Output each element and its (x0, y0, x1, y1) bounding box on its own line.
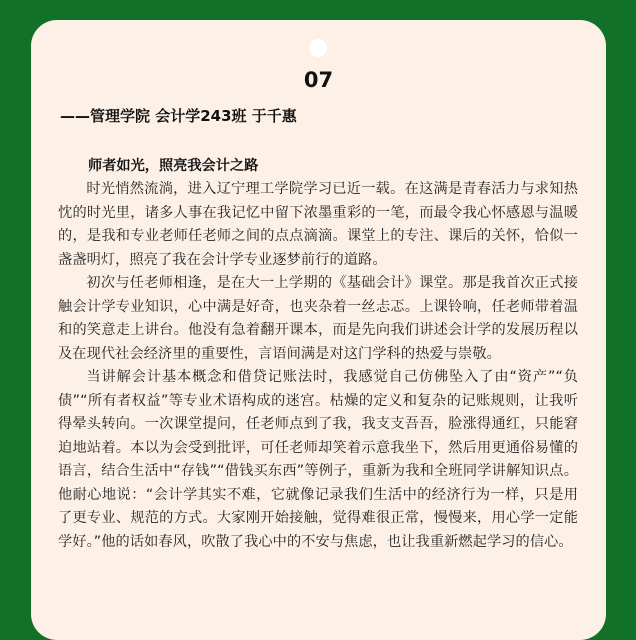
article-number: 07 (303, 68, 334, 92)
binder-hole-decoration (309, 39, 327, 57)
article-paragraph-2: 初次与任老师相逢，是在大一上学期的《基础会计》课堂。那是我首次正式接触会计学专业知识，心中满是好奇，也夹杂着一丝忐忑。上课铃响，任老师带着温和的笑意走上讲台。他没有急着翻开课本，而是先向我们讲述会计学的发展历程以及在现代社会经济里的重要性，言语间满是对这门学科的热爱与崇敬。 (58, 275, 578, 362)
article-body (58, 155, 578, 554)
article-paragraph-1: 时光悄然流淌，进入辽宁理工学院学习已近一载。在这满是青春活力与求知热忱的时光里，诸多人事在我记忆中留下浓墨重彩的一笔，而最令我心怀感恩与温暖的，是我和专业老师任老师之间的点点滴滴。课堂上的专注、课后的关怀，恰似一盏盏明灯，照亮了我在会计学专业逐梦前行的道路。 (58, 181, 578, 268)
article-subtitle: 师者如光，照亮我会计之路 (88, 158, 259, 174)
article-paragraph-3: 当讲解会计基本概念和借贷记账法时，我感觉自己仿佛坠入了由“资产”“负债”“所有者权益”等专业术语构成的迷宫。枯燥的定义和复杂的记账规则，让我听得晕头转向。一次课堂提问，任老师点到了我，我支支吾吾，脸涨得通红，只能窘迫地站着。本以为会受到批评，可任老师却笑着示意我坐下，然后用更通俗易懂的语言，结合生活中“存钱”“借钱买东西”等例子，重新为我和全班同学讲解知识点。他耐心地说：“会计学其实不难，它就像记录我们生活中的经济行为一样，只是用了更专业、规范的方式。大家刚开始接触，觉得难很正常，慢慢来，用心学一定能学好。”他的话如春风，吹散了我心中的不安与焦虑，也让我重新燃起学习的信心。 (58, 369, 578, 550)
author-byline: ——管理学院 会计学243班 于千惠 (60, 107, 297, 125)
article-card (31, 20, 606, 640)
